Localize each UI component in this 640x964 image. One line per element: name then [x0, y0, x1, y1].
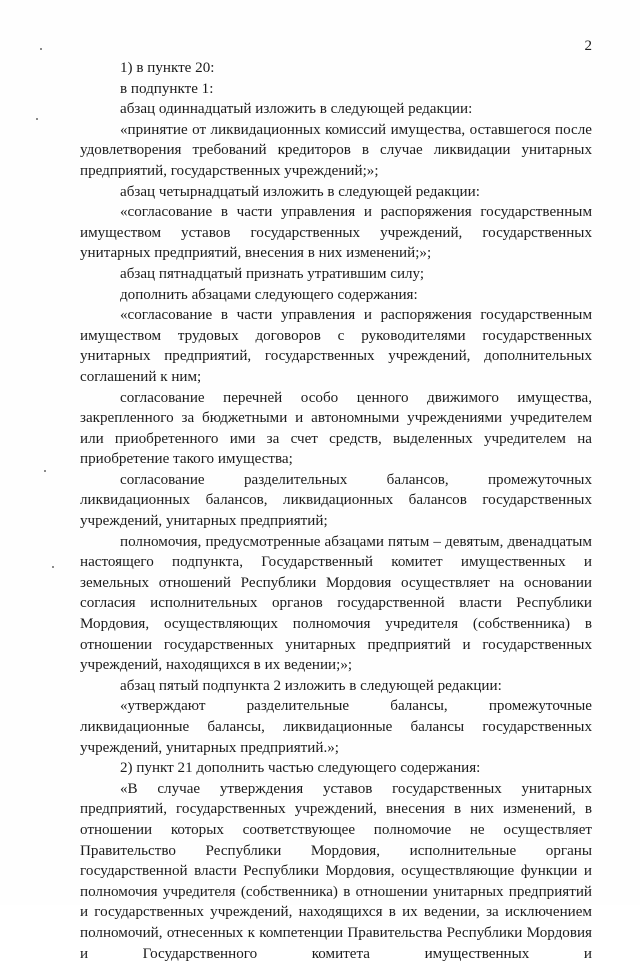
paragraph: 2) пункт 21 дополнить частью следующего содержания:	[120, 760, 481, 777]
paragraph: абзац одиннадцатый изложить в следующей редакции:	[120, 101, 473, 118]
paragraph: абзац пятый подпункта 2 изложить в следующей редакции:	[120, 677, 502, 694]
paragraph: «принятие от ликвидационных комиссий имущества, оставшегося после удовлетворения требований кредиторов в случае ликвидации унитарных предприятий, государственных учреждений;»;	[80, 121, 592, 179]
paragraph: в подпункте 1:	[120, 80, 214, 97]
document-body	[80, 58, 592, 964]
paragraph: полномочия, предусмотренные абзацами пятым – девятым, двенадцатым настоящего подпункта, Государственный комитет имущественных и земельных отношений Республики Мордовия осуществляет на основании согласия исполнительных органов государственной власти Республики Мордовия, осуществляющих полномочия учредителя (собственника) в отношении государственных унитарных предприятий и государственных учреждений, находящихся в их ведении;»;	[80, 533, 592, 674]
scan-speck	[36, 118, 38, 120]
scan-speck	[44, 470, 46, 472]
paragraph: абзац четырнадцатый изложить в следующей редакции:	[120, 183, 480, 200]
scan-speck	[40, 48, 42, 50]
paragraph: «согласование в части управления и распоряжения государственным имуществом трудовых договоров с руководителями государственных унитарных предприятий, государственных учреждений, дополнительных соглашений к ним;	[80, 307, 592, 385]
paragraph: согласование разделительных балансов, промежуточных ликвидационных балансов, ликвидационных балансов государственных учреждений, унитарных предприятий;	[80, 471, 592, 530]
paragraph: 1) в пункте 20:	[120, 60, 215, 76]
paragraph: согласование перечней особо ценного движимого имущества, закрепленного за бюджетными и автономными учреждениями учредителем или приобретенного ими за счет средств, выделенных учредителем на приобретение такого имущества;	[80, 389, 592, 468]
paragraph: «В случае утверждения уставов государственных унитарных предприятий, государственных учреждений, внесения в них изменений, в отношении которых соответствующее полномочие не осуществляет Правительство Республики Мордовия, исполнительные органы государственной власти Республики Мордовия, осуществляющие функции и полномочия учредителя (собственника) в отношении унитарных предприятий и государственных учреждений, находящихся в их ведении, за исключением полномочий, отнесенных к компетенции Правительства Республики Мордовия и Государственного комитета имущественных и	[80, 780, 592, 962]
paragraph: дополнить абзацами следующего содержания:	[120, 286, 418, 303]
paragraph: «утверждают разделительные балансы, промежуточные ликвидационные балансы, ликвидационные балансы государственных учреждений, унитарных предприятий.»;	[80, 698, 592, 756]
scan-speck	[52, 566, 54, 568]
paragraph: абзац пятнадцатый признать утратившим силу;	[120, 265, 425, 282]
paragraph: «согласование в части управления и распоряжения государственным имуществом уставов государственных учреждений, государственных унитарных предприятий, внесения в них изменений;»;	[80, 204, 592, 262]
page-number: 2	[584, 38, 592, 54]
